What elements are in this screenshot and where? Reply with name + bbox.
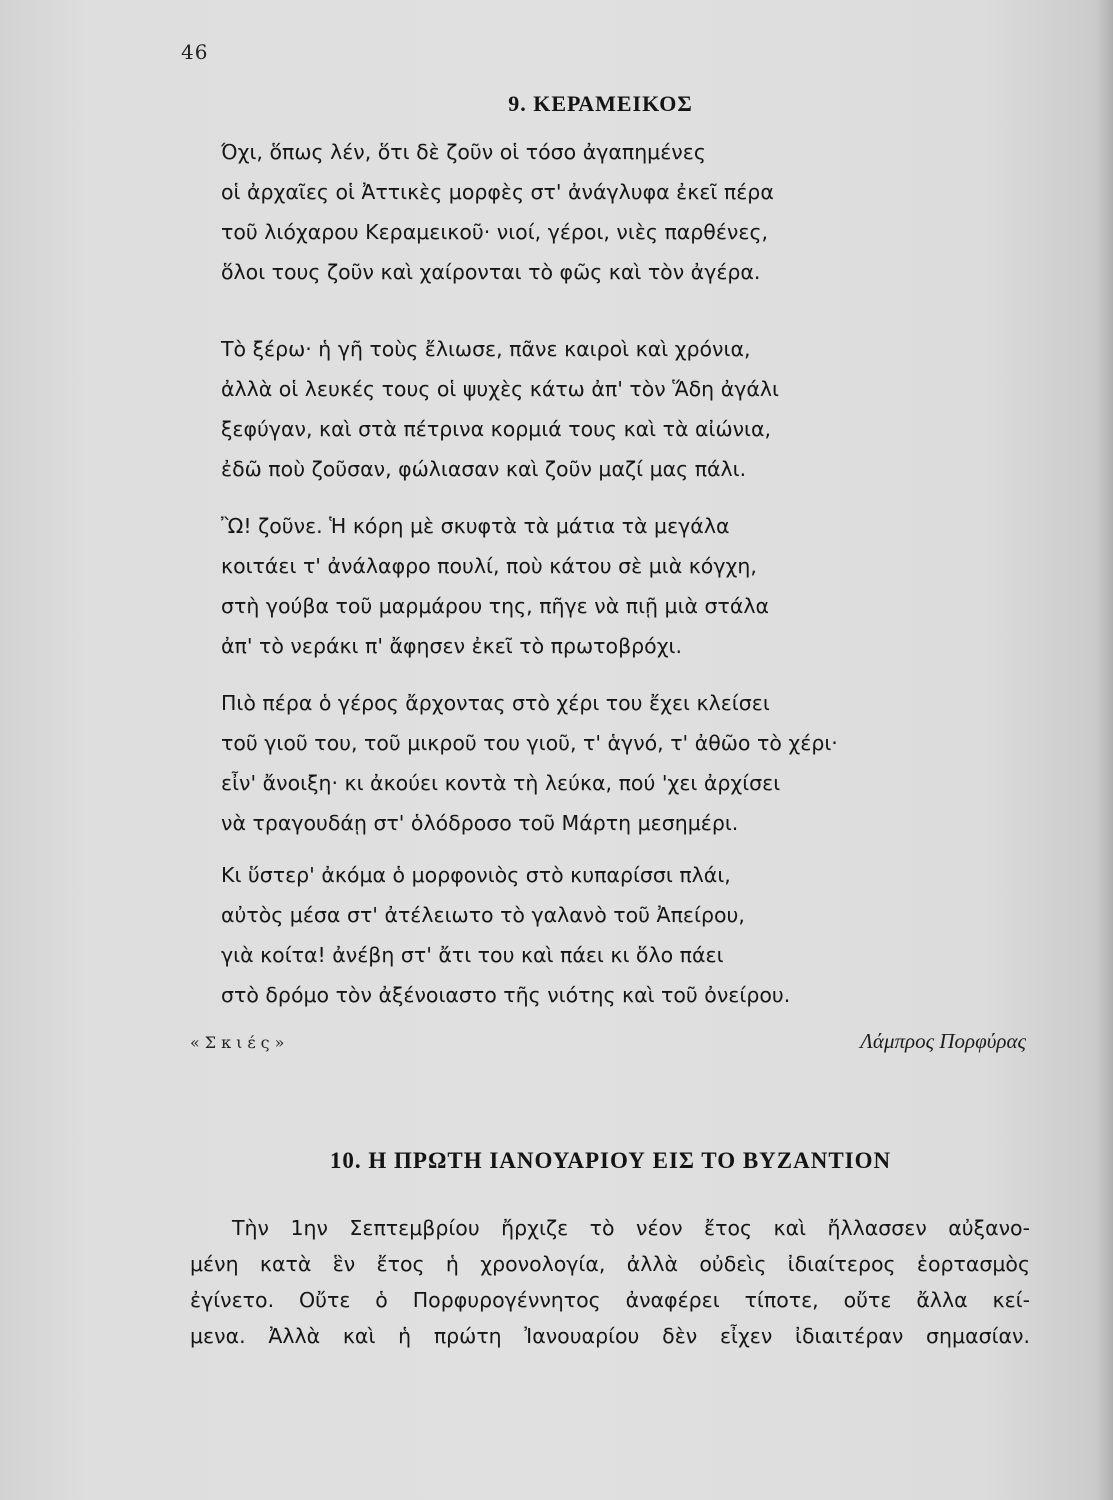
- verse-line: ξεφύγαν, καὶ στὰ πέτρινα κορμιά τους καὶ τὰ αἰώνια,: [221, 417, 772, 441]
- article-title: 10. Η ΠΡΩΤΗ ΙΑΝΟΥΑΡΙΟΥ ΕΙΣ ΤΟ ΒΥΖΑΝΤΙΟΝ: [329, 1148, 892, 1173]
- stanza: [221, 855, 941, 1015]
- prose-line: ἐγίνετο. Οὔτε ὁ Πορφυρογέννητος ἀναφέρει τίποτε, οὔτε ἄλλα κεί-: [190, 1288, 1030, 1312]
- verse-line: ἐδῶ ποὺ ζοῦσαν, φώλιασαν καὶ ζοῦν μαζί μας πάλι.: [221, 457, 747, 481]
- verse-line: τοῦ λιόχαρου Κεραμεικοῦ· νιοί, γέροι, νιὲς παρθένες,: [221, 220, 769, 244]
- verse-line: αὐτὸς μέσα στ' ἀτέλειωτο τὸ γαλανὸ τοῦ Ἀπείρου,: [221, 903, 745, 927]
- verse-line: Τὸ ξέρω· ἡ γῆ τοὺς ἔλιωσε, πᾶνε καιροὶ καὶ χρόνια,: [221, 337, 751, 361]
- poem-author: Λάμπρος Πορφύρας: [860, 1029, 1026, 1053]
- stanza: [221, 329, 941, 489]
- stanza: [221, 506, 941, 666]
- stanza: [221, 683, 941, 843]
- verse-line: στὸ δρόμο τὸν ἀξένοιαστο τῆς νιότης καὶ τοῦ ὀνείρου.: [221, 983, 791, 1007]
- verse-line: κοιτάει τ' ἀνάλαφρο πουλί, ποὺ κάτου σὲ μιὰ κόγχη,: [221, 554, 757, 578]
- verse-line: τοῦ γιοῦ του, τοῦ μικροῦ του γιοῦ, τ' ἁγνό, τ' ἀθῶο τὸ χέρι·: [221, 731, 838, 755]
- article-body: [190, 1210, 1030, 1354]
- verse-line: ἀλλὰ οἱ λευκές τους οἱ ψυχὲς κάτω ἀπ' τὸν Ἅδη ἀγάλι: [221, 377, 779, 401]
- poem-title: 9. ΚΕΡΑΜΕΙΚΟΣ: [508, 91, 693, 116]
- prose-line: μενα. Ἀλλὰ καὶ ἡ πρώτη Ἰανουαρίου δὲν εἶχεν ἰδιαιτέραν σημασίαν.: [190, 1324, 1030, 1348]
- verse-line: ἀπ' τὸ νεράκι π' ἄφησεν ἐκεῖ τὸ πρωτοβρόχι.: [221, 634, 682, 658]
- verse-line: Κι ὕστερ' ἀκόμα ὁ μορφονιὸς στὸ κυπαρίσσι πλάι,: [221, 863, 731, 887]
- verse-line: γιὰ κοίτα! ἀνέβη στ' ἄτι του καὶ πάει κι ὅλο πάει: [221, 943, 724, 967]
- verse-line: νὰ τραγουδάῃ στ' ὁλόδροσο τοῦ Μάρτη μεσημέρι.: [221, 811, 739, 835]
- verse-line: εἶν' ἄνοιξη· κι ἀκούει κοντὰ τὴ λεύκα, πού 'χει ἀρχίσει: [221, 771, 781, 795]
- verse-line: ὅλοι τους ζοῦν καὶ χαίρονται τὸ φῶς καὶ τὸν ἀγέρα.: [221, 260, 761, 284]
- prose-line: μένη κατὰ ἓν ἔτος ἡ χρονολογία, ἀλλὰ οὐδεὶς ἰδιαίτερος ἑορτασμὸς: [190, 1252, 1030, 1276]
- poem-source: «Σκιές»: [190, 1033, 290, 1052]
- verse-line: Ὢ! ζοῦνε. Ἡ κόρη μὲ σκυφτὰ τὰ μάτια τὰ μεγάλα: [221, 514, 730, 538]
- verse-line: στὴ γούβα τοῦ μαρμάρου της, πῆγε νὰ πιῇ μιὰ στάλα: [221, 594, 770, 618]
- stanza: [221, 132, 941, 292]
- verse-line: Όχι, ὅπως λέν, ὅτι δὲ ζοῦν οἱ τόσο ἀγαπημένες: [221, 140, 706, 164]
- prose-line: Τὴν 1ην Σεπτεμβρίου ἤρχιζε τὸ νέον ἔτος καὶ ἤλλασσεν αὐξανο-: [232, 1216, 1030, 1240]
- verse-line: Πιὸ πέρα ὁ γέρος ἄρχοντας στὸ χέρι του ἔχει κλείσει: [221, 691, 770, 715]
- verse-line: οἱ ἀρχαῖες οἱ Ἀττικὲς μορφὲς στ' ἀνάγλυφα ἐκεῖ πέρα: [221, 180, 774, 204]
- page-number: 46: [181, 40, 209, 64]
- page-edge-shadow: [1095, 0, 1113, 1500]
